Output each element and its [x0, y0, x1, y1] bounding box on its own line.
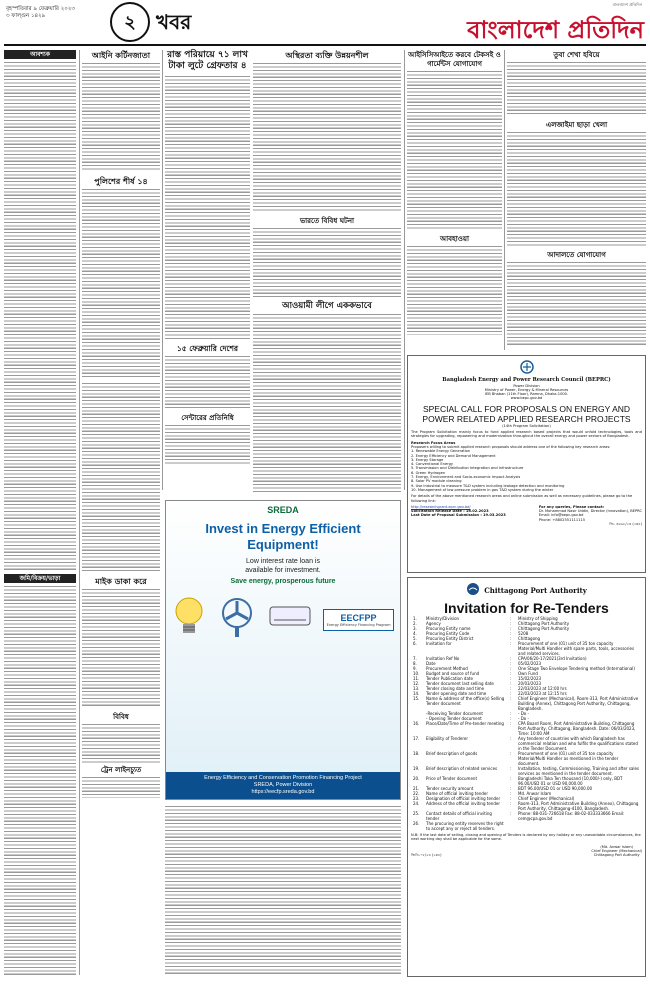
cpa-sig-name: (Md. Anwar Islam)	[600, 844, 634, 849]
bepc-area-item: 6. Green Hydrogen	[411, 470, 446, 475]
cpa-cell: :	[510, 621, 512, 626]
cpa-cell: 6.	[413, 641, 417, 646]
bulb-icon	[172, 595, 206, 645]
cpa-table-row	[411, 766, 642, 776]
date-line-2: ৩ ফাল্গুন ১৪২৯	[6, 13, 46, 19]
cpa-cell: 19.	[413, 766, 420, 771]
article-body	[165, 424, 250, 464]
page-number: ২	[110, 2, 150, 42]
cpa-cell: 26.	[413, 821, 420, 826]
article-headline: সেন্টারের প্রতিনিধি	[181, 413, 234, 422]
cpa-cell: Contact details of official inviting tender	[426, 811, 492, 821]
cpa-cell: Ministry/Division	[426, 616, 460, 621]
sreda-footer-3[interactable]: https://eecfp.sreda.gov.bd	[251, 789, 315, 795]
newspaper-logo: বাংলাদেশ প্রতিদিন	[467, 15, 644, 44]
cpa-cell: Procuring Entity Code	[426, 631, 470, 636]
cpa-cell: Bangladeshi Taka Ten thousand (10,000/-) only, BDT 96.00/USD 01 or USD 90,000.00	[518, 776, 623, 786]
cpa-cell: 14.	[413, 691, 420, 696]
eecfpp-badge-sub: Energy Efficiency Financing Program	[326, 623, 391, 627]
cpa-cell: Name of official inviting tender	[426, 791, 489, 796]
cpa-cell: 10.	[413, 671, 420, 676]
cpa-cell: :	[510, 696, 512, 701]
article-headline: আবহাওয়া	[439, 234, 470, 243]
bepc-details-note: For details of the above mentioned research areas and online submission as well as necessary guidelines, please go to the following link:	[411, 494, 633, 503]
sreda-logo: SREDA	[267, 505, 299, 515]
date-line-1: বৃহস্পতিবার ৯ ফেব্রুয়ারি ২০২৩	[6, 6, 76, 12]
cpa-cell: :	[510, 811, 512, 816]
cpa-cell: - Do -	[518, 711, 529, 716]
cpa-cell: :	[510, 716, 512, 721]
bepc-contact-header: For any queries, Please contact:	[538, 504, 605, 509]
article-body	[165, 355, 250, 410]
cpa-cell: 3.	[413, 626, 417, 631]
article-headline: আইনি কর্টিনজাতা	[91, 50, 151, 60]
bepc-sig: জি- ৩৬৬৮/২৩ (২x৪)	[609, 522, 642, 527]
article-body	[507, 131, 646, 246]
cpa-table-row	[411, 736, 642, 751]
cpa-logo-icon	[466, 581, 480, 600]
bepc-deadline: Last Date of Proposal Submission : 19.03.2023	[411, 513, 506, 518]
cpa-cell: Place/Date/Time of Pre-tender meeting	[426, 721, 504, 726]
bepc-ministry: Ministry of Power, Energy & Mineral Resources	[484, 387, 569, 392]
bepc-area-item: 3. Energy Storage	[411, 457, 444, 462]
cpa-table-row	[411, 811, 642, 821]
cpa-cell: 22.	[413, 791, 420, 796]
article-body	[82, 588, 160, 708]
article-headline: পুলিশের শীর্ষ ১৪	[94, 176, 148, 186]
cpa-table-row	[411, 801, 642, 811]
article-body	[407, 70, 502, 230]
cpa-cell: 18.	[413, 751, 420, 756]
cpa-cell: Tender opening date and time	[426, 691, 487, 696]
bepc-org: Bangladesh Energy and Power Research Council (BEPRC)	[442, 377, 611, 383]
bepc-area-item: 4. Conventional Energy	[411, 462, 453, 467]
cpa-note: N.B: If the last date of selling, closing and opening of Tenders is declared by any holiday or any unavoidable circumstances, the next working day shall be applicable for the same.	[411, 833, 641, 842]
article-body	[507, 261, 646, 347]
cpa-cell: Chief Engineer (Mechanical)	[518, 796, 575, 801]
main-center	[253, 50, 401, 490]
cpa-cell: 13.	[413, 686, 420, 691]
cpa-cell: :	[510, 641, 512, 646]
cpa-cell: Room-313, Port Administrative Building (Annex), Chittagong Port Authority, Chittagong-4100, Bangladesh.	[518, 801, 639, 811]
bepc-website: www.bepc.gov.bd	[510, 396, 543, 401]
cpa-cell: 2.	[413, 621, 417, 626]
column-3	[165, 50, 250, 490]
article-headline: তুবা শেখা হবিয়ে	[553, 50, 600, 59]
cpa-cell: Invitation for	[426, 641, 452, 646]
cpa-cell: Budget and source of fund	[426, 671, 480, 676]
bottom-left-articles	[165, 805, 401, 975]
cpa-cell: - Opening Tender document	[426, 716, 482, 721]
cpa-cell: Md. Anwar Islam	[518, 791, 552, 796]
cpa-cell: BDT 96.00/USD 01 or USD 90,000.00	[518, 786, 593, 791]
column-divider	[79, 50, 80, 975]
cpa-cell: Agency	[426, 621, 441, 626]
cpa-cell: Procurement Method	[426, 666, 468, 671]
cpa-cell: Installation, testing, Commissioning, Training and after sales services as mentioned in the tender document.	[518, 766, 640, 776]
ac-icon	[268, 603, 312, 637]
bepc-focus-note: Proposers willing to submit applied research proposals should address one of the following key research areas:	[411, 444, 611, 449]
cpa-cell: Procuring Entity name	[426, 626, 471, 631]
cpa-cell: 9.	[413, 666, 417, 671]
article-body	[82, 776, 160, 798]
bepc-focus-header: Research Focus Areas	[411, 440, 456, 445]
article-body	[165, 805, 401, 975]
cpa-cell: :	[510, 686, 512, 691]
cpa-cell: :	[510, 626, 512, 631]
cpa-cell: Address of the official inviting tender	[426, 801, 500, 806]
bepc-title: SPECIAL CALL FOR PROPOSALS ON ENERGY AND POWER RELATED APPLIED RESEARCH PROJECTS	[422, 403, 631, 424]
bepc-area-item: 1. Renewable Energy Generation	[411, 449, 471, 454]
cpa-cell: Invitation Ref No	[426, 656, 460, 661]
cpa-cell: One Stage Two Envelope Tendering method (International)	[518, 666, 635, 671]
article-headline: রাস্ত পরিয়ায়ে ৭১ লাখ টাকা লুটে গ্রেফতার ৪	[167, 50, 248, 71]
cpa-cell: The procuring entity reserves the right to accept any or reject all tenders.	[426, 821, 504, 831]
cpa-cell: Chittagong Port Authority	[518, 626, 570, 631]
cpa-cell: :	[510, 671, 512, 676]
article-headline: ভারতে বিবিধ ঘটনা	[299, 216, 355, 225]
column-divider	[504, 50, 505, 350]
cpa-cell: Brief description of goods	[426, 751, 478, 756]
cpa-cell: :	[510, 786, 512, 791]
bepc-advert	[407, 355, 646, 573]
cpa-title: Invitation for Re-Tenders	[444, 600, 609, 616]
cpa-cell: 20.	[413, 776, 420, 781]
cpa-cell: :	[510, 711, 512, 716]
cpa-cell: 11.	[413, 676, 420, 681]
cpa-cell: Eligibility of Tenderer	[426, 736, 469, 741]
bepc-area-item: 8. Solar PV module cleaning	[411, 479, 462, 484]
cpa-cell: 15.	[413, 696, 420, 701]
cpa-cell: :	[510, 676, 512, 681]
bepc-area-item: 10. Management of low pressure problem in gas T&D system during the winter	[411, 487, 554, 492]
cpa-cell: Chittagong Port Authority	[518, 621, 570, 626]
eecfpp-badge-title: EECFPP	[340, 613, 377, 623]
cpa-cell: 1.	[413, 616, 417, 621]
article-body	[165, 75, 250, 340]
cpa-cell: :	[510, 681, 512, 686]
article-body	[253, 313, 401, 493]
classified-text-block	[4, 61, 76, 571]
bepc-contact-email: Email: info@bepc.gov.bd	[538, 513, 584, 518]
cpa-cell: :	[510, 791, 512, 796]
article-headline: এলজাইমা ছাড়া খেলা	[545, 120, 608, 129]
bepc-address: IEB Bhaban (11th Floor), Ramna, Dhaka-1000.	[484, 392, 569, 397]
cpa-org: Chittagong Port Authority	[484, 586, 587, 595]
cpa-cell: :	[510, 776, 512, 781]
bepc-area-item: 7. Energy, Environment and Socio-economic Impact Analysis	[411, 475, 521, 480]
cpa-cell: Date	[426, 661, 436, 666]
cpa-cell: 22/03/2023 at 12:00 hrs	[518, 686, 567, 691]
sreda-line-1: Low interest rate loan is	[246, 558, 320, 565]
cpa-cell: Procuring Entity District	[426, 636, 474, 641]
column-2	[82, 50, 160, 975]
cpa-cell: 20/03/2023	[518, 681, 542, 686]
cpa-cell: :	[510, 801, 512, 806]
article-body	[253, 227, 401, 297]
cpa-table	[411, 616, 642, 831]
cpa-cell: 4.	[413, 631, 417, 636]
article-headline: আইসিসিআইতে করবে টেকসই ও গার্মেন্টস যোগাযোগ	[408, 50, 501, 68]
logo-tagline: বাংলাদেশ প্রতিদিন	[612, 2, 642, 7]
bepc-intro: The Program Solicitation mainly focus to fund applied research based projects that would unfold technologies, tools and strategies for upgrading, repowering and modernization throughout the overall energy and power sectors of Bangladesh.	[411, 430, 642, 439]
bepc-areas-list	[411, 449, 642, 492]
cpa-cell: Price of Tender document	[426, 776, 478, 781]
cpa-cell: 8.	[413, 661, 417, 666]
classifieds-column	[4, 50, 76, 975]
article-headline: আওয়ামী লীগে এককভাবে	[282, 301, 372, 311]
column-divider	[162, 50, 163, 490]
cpa-cell: :	[510, 656, 512, 661]
cpa-cell: :	[510, 766, 512, 771]
bepc-link[interactable]: http://researchgrant.eprc.gov.bd/	[411, 504, 471, 509]
bepc-area-item: 5. Transmission and Distribution Integration and Infrastructure	[411, 466, 524, 471]
cpa-tender-advert	[407, 577, 646, 977]
cpa-cell: Brief description of related services	[426, 766, 498, 771]
classified-text-block	[4, 585, 76, 975]
cpa-cell: Tender Publication date	[426, 676, 473, 681]
cpa-cell: Any tenderer of countries with which Bangladesh has commercial relation and who fulfils the qualifications stated in the Tender Document.	[518, 736, 638, 751]
article-headline: মাইক ডাকা করে	[95, 576, 147, 586]
cpa-cell: :	[510, 751, 512, 756]
cpa-cell: 5.	[413, 636, 417, 641]
cpa-cell: Tender closing date and time	[426, 686, 485, 691]
cpa-sig-title: Chief Engineer (Mechanical)	[591, 848, 642, 853]
cpa-table-row	[411, 821, 642, 831]
cpa-cell: Name & address of the office(s) Selling Tender document	[426, 696, 505, 706]
article-body	[407, 245, 502, 335]
article-body	[82, 382, 160, 572]
article-body	[82, 188, 160, 378]
section-title: খবর	[156, 10, 192, 34]
cpa-cell: 22/03/2023 at 12:15 hrs	[518, 691, 567, 696]
article-body	[82, 723, 160, 763]
cpa-cell: Ministry of Shipping	[518, 616, 558, 621]
cpa-cell: - Do -	[518, 716, 529, 721]
cpa-cell: :	[510, 631, 512, 636]
article-body	[253, 62, 401, 212]
sreda-title: Invest in Energy Efficient Equipment!	[205, 521, 361, 552]
bepc-contact-phone: Phone: +8802551111115	[538, 517, 586, 522]
cpa-cell: 21.	[413, 786, 420, 791]
cpa-table-row	[411, 641, 642, 656]
cpa-cell: 05/02/2023	[518, 661, 542, 666]
cpa-cell: Own Fund	[518, 671, 538, 676]
cpa-cell: :	[510, 796, 512, 801]
cpa-cell: :	[510, 736, 512, 741]
right-column-a	[407, 50, 502, 350]
cpa-table-row	[411, 751, 642, 766]
cpa-cell: Chittagong	[518, 636, 541, 641]
bepc-logo-icon	[411, 359, 642, 378]
bepc-solicitation-date: Solicitation Release Date : 16.02.2023	[411, 509, 489, 514]
article-headline: বিবিধ	[113, 712, 129, 721]
bepc-subtitle: (14th Program Solicitation)	[502, 423, 551, 428]
cpa-cell: Procurement of one (01) unit of 35 ton capacity Material/Multi Handler with spare parts, tools, accessories and related services.	[518, 641, 635, 656]
cpa-cell: -Receiving Tender document	[426, 711, 483, 716]
cpa-cell: :	[510, 636, 512, 641]
date-block	[6, 6, 75, 20]
sreda-line-2: available for investment.	[245, 567, 321, 574]
article-headline: ১৫ ফেব্রুয়ারি দেশের	[176, 344, 239, 353]
cpa-cell: Tender document last selling date	[426, 681, 494, 686]
article-headline: আদালতে যোগাযোগ	[547, 250, 606, 259]
cpa-cell: :	[510, 616, 512, 621]
masthead	[0, 0, 650, 44]
cpa-cell: :	[510, 691, 512, 696]
cpa-cell: Phone: 88-031-726618 Fax: 88-02-033333666 Email: cem@cpa.gov.bd	[518, 811, 625, 821]
cpa-cell	[516, 821, 642, 831]
cpa-cell: 5208	[518, 631, 529, 636]
cpa-cell: 16.	[413, 721, 420, 726]
cpa-cell: 15/02/2023	[518, 676, 542, 681]
sreda-footer	[166, 772, 400, 799]
sreda-line-3: Save energy, prosperous future	[230, 578, 336, 585]
cpa-cell: CPA Board Room, Port Administrative Building, Chittagong Port Authority, Chittagong, Bangladesh. Date: 06/03/2023, Time: 10:00 AM	[518, 721, 636, 736]
cpa-cell: Chief Engineer (Mechanical), Room-313, Port Administrative Building (Annex), Chittagong Port Authority, Chittagong, Bangladesh.	[518, 696, 639, 711]
cpa-ref: জিডি-০৫/২৩ (২x৪)	[411, 853, 442, 858]
column-divider	[404, 50, 405, 490]
bepc-area-item: 2. Energy Efficiency and Demand Management	[411, 453, 496, 458]
cpa-cell: Tender security amount	[426, 786, 474, 791]
cpa-table-row	[411, 696, 642, 711]
sreda-footer-1: Energy Efficiency and Conservation Promotion Financing Project	[204, 775, 362, 781]
cpa-cell: 25.	[413, 811, 420, 816]
cpa-cell: 24.	[413, 801, 420, 806]
fan-icon	[217, 595, 257, 645]
cpa-cell: CPA/06/20-17/2021(3rd Invitation)	[518, 656, 587, 661]
classifieds-mid-header: জমি/বিক্রয়/ভাড়া	[4, 574, 76, 583]
cpa-table-row	[411, 721, 642, 736]
cpa-cell: Designation of official inviting tender	[426, 796, 501, 801]
cpa-sig-org: Chittagong Port Authority	[593, 853, 640, 858]
cpa-cell: :	[510, 661, 512, 666]
sreda-footer-2: SREDA, Power Division	[253, 782, 313, 788]
cpa-cell: :	[510, 666, 512, 671]
cpa-cell: 7.	[413, 656, 417, 661]
bepc-division: Power Division	[513, 383, 540, 388]
article-body	[82, 62, 160, 172]
cpa-cell: 23.	[413, 796, 420, 801]
article-headline: ট্রেন লাইনচ্যুত	[100, 765, 142, 774]
article-headline: অস্থিরতা ব্যক্তি উন্নয়নশীল	[285, 50, 369, 60]
right-column-b	[507, 50, 646, 350]
bepc-contact-name: Dr. Mohammad Nasir Uddin, Director (Innovation), BEPRC	[538, 509, 642, 514]
masthead-rule	[4, 44, 646, 46]
cpa-cell: 17.	[413, 736, 420, 741]
cpa-table-row	[411, 776, 642, 786]
cpa-cell: Procurement of one (01) unit of 35 ton capacity Material/Multi Handler as mentioned in the tender document.	[518, 751, 619, 766]
cpa-cell: 12.	[413, 681, 420, 686]
article-body	[507, 61, 646, 116]
bepc-area-item: 9. Use Industrial to measure T&D system including leakage detection and monitoring	[411, 483, 565, 488]
classifieds-header: আবশ্যক	[4, 50, 76, 59]
cpa-cell: :	[510, 721, 512, 726]
cpa-cell	[508, 821, 516, 831]
sreda-advert	[165, 500, 401, 800]
eecfpp-badge	[323, 609, 395, 631]
